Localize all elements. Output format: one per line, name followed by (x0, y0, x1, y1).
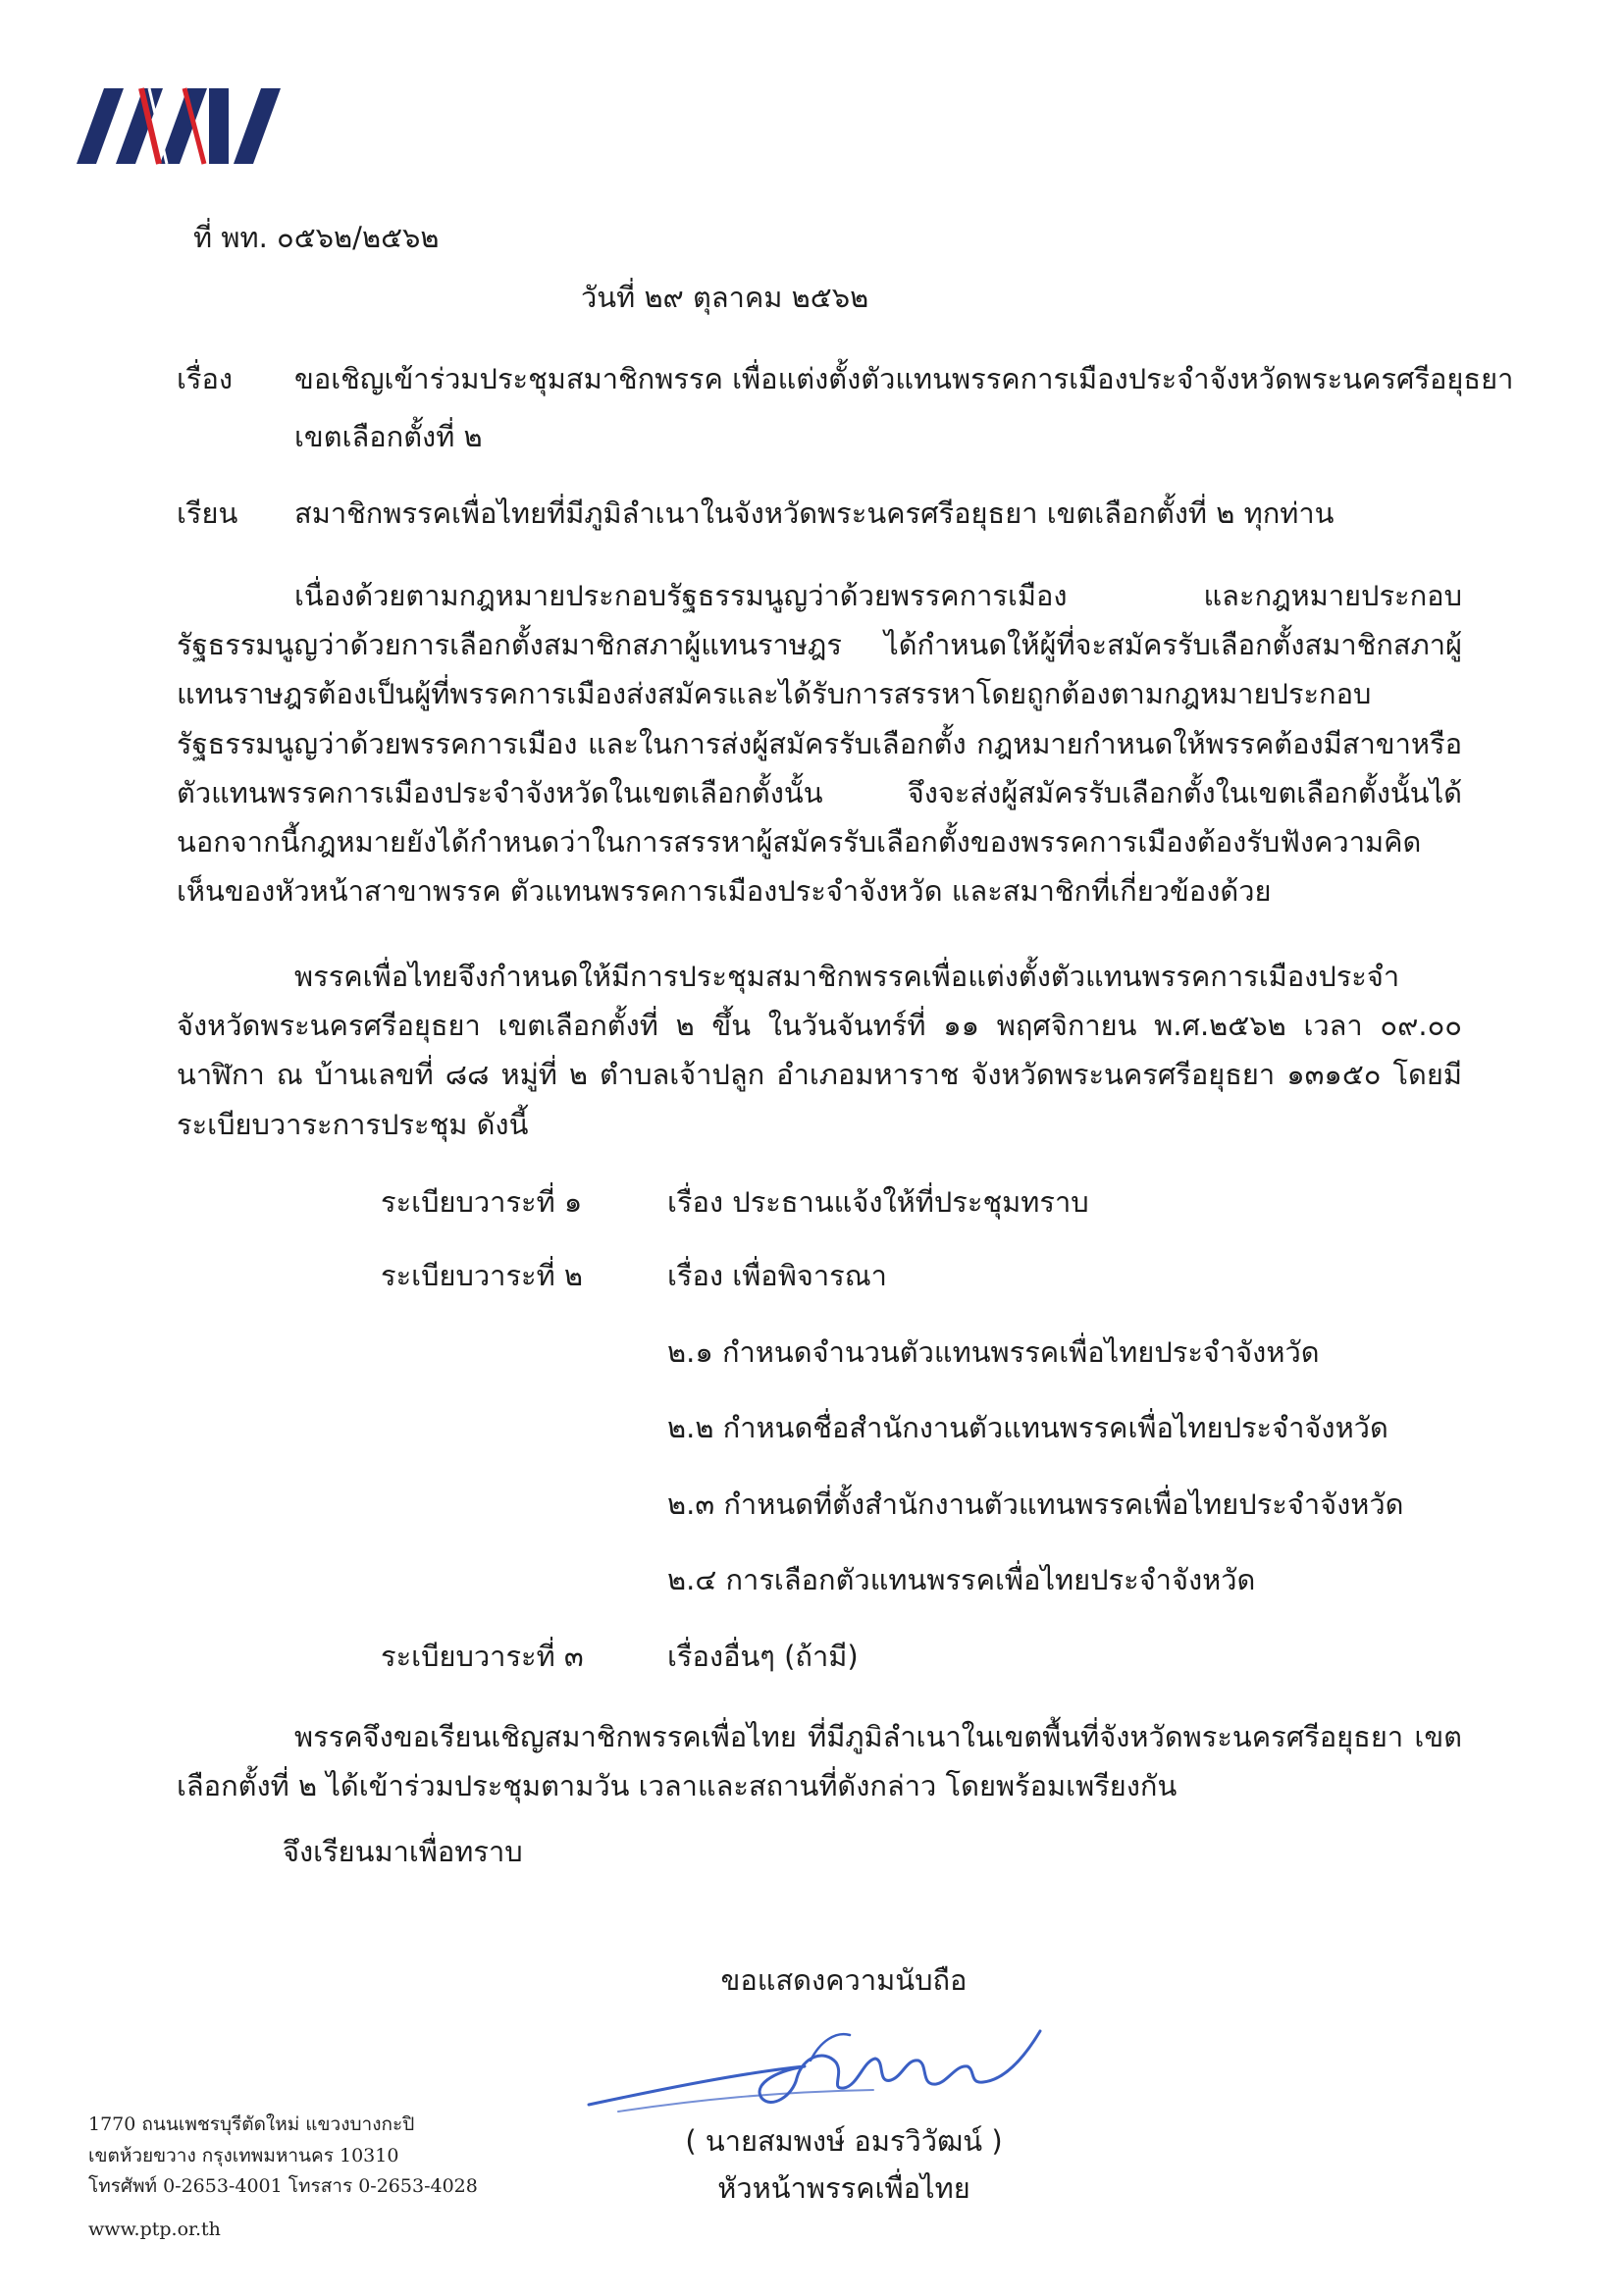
subject-text-line1: ขอเชิญเข้าร่วมประชุมสมาชิกพรรค เพื่อแต่งตั้งตัวแทนพรรคการเมืองประจำจังหวัดพระนครศรีอยุธยา (294, 362, 1514, 395)
ptp-party-logo (77, 71, 302, 179)
agenda-item-label: ระเบียบวาระที่ ๑ (381, 1185, 583, 1219)
agenda-subitem: ๒.๒ กำหนดชื่อสำนักงานตัวแทนพรรคเพื่อไทยประจำจังหวัด (667, 1411, 1388, 1444)
footer-phone: โทรศัพท์ 0-2653-4001 โทรสาร 0-2653-4028 (88, 2175, 478, 2197)
footer-address-line1: 1770 ถนนเพชรบุรีตัดใหม่ แขวงบางกะปิ (88, 2113, 415, 2135)
body-paragraph-3: พรรคจึงขอเรียนเชิญสมาชิกพรรคเพื่อไทย ที่มีภูมิลำเนาในเขตพื้นที่จังหวัดพระนครศรีอยุธยา เขตเลือกตั้งที่ ๒ ได้เข้าร่วมประชุมตามวัน เวลาและสถานที่ดังกล่าว โดยพร้อมเพรียงกัน (177, 1720, 1462, 1803)
signer-title: หัวหน้าพรรคเพื่อไทย (717, 2171, 970, 2205)
agenda-item-label: ระเบียบวาระที่ ๒ (381, 1259, 584, 1292)
footer-address-line2: เขตห้วยขวาง กรุงเทพมหานคร 10310 (88, 2145, 399, 2166)
signer-name: ( นายสมพงษ์ อมรวิวัฒน์ ) (685, 2124, 1003, 2158)
regards-text: ขอแสดงความนับถือ (720, 1963, 968, 1997)
document-number: ที่ พท. ๐๕๖๒/๒๕๖๒ (193, 221, 440, 254)
handwritten-signature (579, 2002, 1070, 2129)
subject-label: เรื่อง (177, 362, 234, 395)
body-paragraph-2: พรรคเพื่อไทยจึงกำหนดให้มีการประชุมสมาชิกพรรคเพื่อแต่งตั้งตัวแทนพรรคการเมืองประจำจังหวัดพระนครศรีอยุธยา เขตเลือกตั้งที่ ๒ ขึ้น ในวันจันทร์ที่ ๑๑ พฤศจิกายน พ.ศ.๒๕๖๒ เวลา ๐๙.๐๐ นาฬิกา ณ บ้านเลขที่ ๘๘ หมู่ที่ ๒ ตำบลเจ้าปลูก อำเภอมหาราช จังหวัดพระนครศรีอยุธยา ๑๓๑๕๐ โดยมีระเบียบวาระการประชุม ดังนี้ (177, 960, 1462, 1141)
agenda-item-text: เรื่อง ประธานแจ้งให้ที่ประชุมทราบ (667, 1185, 1089, 1219)
subject-text-line2: เขตเลือกตั้งที่ ๒ (294, 420, 483, 453)
agenda-item-text: เรื่อง เพื่อพิจารณา (667, 1259, 887, 1292)
footer-website[interactable]: www.ptp.or.th (88, 2218, 221, 2240)
agenda-subitem: ๒.๓ กำหนดที่ตั้งสำนักงานตัวแทนพรรคเพื่อไทยประจำจังหวัด (667, 1487, 1404, 1521)
recipient-text: สมาชิกพรรคเพื่อไทยที่มีภูมิลำเนาในจังหวัดพระนครศรีอยุธยา เขตเลือกตั้งที่ ๒ ทุกท่าน (294, 496, 1335, 530)
document-date: วันที่ ๒๙ ตุลาคม ๒๕๖๒ (581, 281, 869, 314)
body-paragraph-1: เนื่องด้วยตามกฎหมายประกอบรัฐธรรมนูญว่าด้วยพรรคการเมือง และกฎหมายประกอบรัฐธรรมนูญว่าด้วยการเลือกตั้งสมาชิกสภาผู้แทนราษฎร ได้กำหนดให้ผู้ที่จะสมัครรับเลือกตั้งสมาชิกสภาผู้แทนราษฎรต้องเป็นผู้ที่พรรคการเมืองส่งสมัครและได้รับการสรรหาโดยถูกต้องตามกฎหมายประกอบรัฐธรรมนูญว่าด้วยพรรคการเมือง และในการส่งผู้สมัครรับเลือกตั้ง กฎหมายกำหนดให้พรรคต้องมีสาขาหรือตัวแทนพรรคการเมืองประจำจังหวัดในเขตเลือกตั้งนั้น จึงจะส่งผู้สมัครรับเลือกตั้งในเขตเลือกตั้งนั้นได้ นอกจากนี้กฎหมายยังได้กำหนดว่าในการสรรหาผู้สมัครรับเลือกตั้งของพรรคการเมืองต้องรับฟังความคิดเห็นของหัวหน้าสาขาพรรค ตัวแทนพรรคการเมืองประจำจังหวัด และสมาชิกที่เกี่ยวข้องด้วย (177, 579, 1462, 909)
closing-text: จึงเรียนมาเพื่อทราบ (283, 1835, 523, 1868)
agenda-subitem: ๒.๔ การเลือกตัวแทนพรรคเพื่อไทยประจำจังหวัด (667, 1563, 1256, 1596)
agenda-item-text: เรื่องอื่นๆ (ถ้ามี) (667, 1640, 859, 1673)
agenda-subitem: ๒.๑ กำหนดจำนวนตัวแทนพรรคเพื่อไทยประจำจังหวัด (667, 1335, 1320, 1369)
recipient-label: เรียน (177, 496, 238, 530)
agenda-item-label: ระเบียบวาระที่ ๓ (381, 1640, 584, 1673)
